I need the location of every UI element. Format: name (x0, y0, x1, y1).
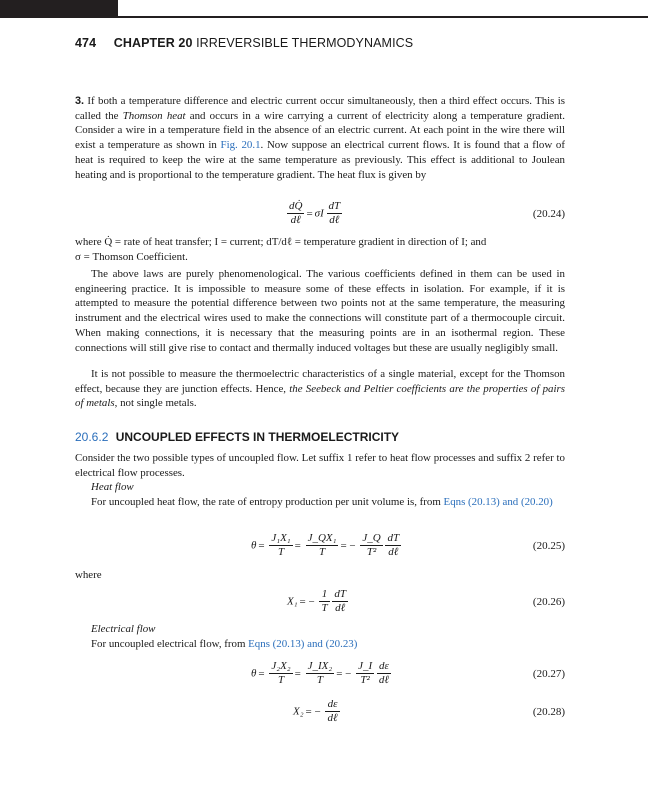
chapter-label: CHAPTER 20 (113, 36, 193, 50)
eqns-link[interactable]: Eqns (20.13) and (20.20) (443, 495, 553, 508)
equation-number: (20.27) (532, 668, 565, 680)
equation-number: (20.25) (532, 540, 565, 552)
consider-paragraph: Consider the two possible types of uncoupled flow. Let suffix 1 refer to heat flow processes and suffix 2 refer to electrical flow processes. (75, 452, 565, 479)
header-rule (0, 16, 648, 18)
section-number: 20.6.2 (75, 430, 109, 444)
equation-20-26: X₁ = − $\frac{1}{T}$ $\frac{dT}{\text{dℓ}}$ (20.26) (287, 588, 565, 614)
running-head (75, 36, 413, 50)
eqns-link[interactable]: Eqns (20.13) and (20.23) (248, 637, 358, 650)
item-3-block (75, 94, 565, 182)
item-3-paragraph: 3. If both a temperature difference and electric current occur simultaneously, then a third effect occurs. This is called the Thomson heat and occurs in a wire carrying a current of electricity along a temperature gradient. Consider a wire in a temperature field in the absence of an electric current. At each point in the wire there will exist a temperature as shown in Fig. 20.1. Now suppose an electrical current flows. It is found that a flow of heat is required to keep the wire at the same temperature as previously. This effect is additional to Joulean heating and is proportional to the temperature gradient. The heat flux is given by (75, 95, 566, 181)
equation-number: (20.26) (532, 596, 565, 608)
where-label: where (75, 569, 102, 581)
electrical-flow-heading: Electrical flow (91, 623, 156, 635)
equation-number: (20.28) (532, 706, 565, 718)
electrical-flow-block: Electrical flow For uncoupled electrical flow, from Eqns (20.13) and (20.23) (75, 622, 565, 651)
section-heading (75, 430, 399, 444)
heat-flow-heading: Heat flow (91, 481, 134, 493)
figure-link[interactable]: Fig. 20.1 (220, 139, 261, 152)
phenomenological-paragraph: The above laws are purely phenomenological. The various coefficients defined in them can be used in engineering practice. It is impossible to measure some of these effects in isolation. For example, if it is attempted to measure the potential difference between two points not at the same temperature, the measuring instrument and the electrical wires used to make the connections will constitute part of a thermocouple circuit. When making connections, it is necessary that the measuring points are in an isothermal region. These connections will still give rise to contact and thermally induced voltages but these are usually negligibly small. (75, 268, 565, 354)
header-bar (0, 0, 118, 16)
equation-number: (20.24) (532, 208, 565, 220)
thomson-heat-term: Thomson heat (122, 109, 186, 122)
equation-20-25: θ = $\frac{\text{J₁X₁}}{T}$ = $\frac{\text{J\_QX₁}}{T}$ = − $\frac{J\_Q}{\text{T²}}$ $\frac{dT}{\text{dℓ}}$ (20.25) (251, 532, 565, 558)
section-title: UNCOUPLED EFFECTS IN THERMOELECTRICITY (115, 430, 400, 444)
heat-flow-block: Heat flow For uncoupled heat flow, the rate of entropy production per unit volume is, from Eqns (20.13) and (20.20) (75, 480, 565, 509)
single-material-paragraph: It is not possible to measure the thermoelectric characteristics of a single material, except for the Thomson effect, because they are junction effects. Hence, the Seebeck and Peltier coefficients are the properties of pairs of metals, not single metals. (75, 368, 565, 410)
equation-20-24: $\frac{dQ̇}{\text{dℓ}}$ = σI $\frac{dT}{\text{dℓ}}$ (20.24) (289, 200, 565, 226)
where-definitions: where Q̇ = rate of heat transfer; I = current; dT/dℓ = temperature gradient in direction of I; and σ = Thomson Coefficient. (75, 236, 487, 263)
chapter-title: IRREVERSIBLE THERMODYNAMICS (196, 36, 414, 50)
equation-20-27: θ = $\frac{\text{J₂X₂}}{T}$ = $\frac{\text{J\_IX₂}}{T}$ = − $\frac{J\_I}{\text{T²}}$ $\frac{d\varepsilon}{\text{dℓ}}$ (20.27) (251, 660, 565, 686)
item-number: 3. (75, 95, 85, 107)
emphasis-text: the Seebeck and Peltier coefficients are the properties of pairs of metals (75, 382, 565, 410)
page-number: 474 (75, 36, 97, 50)
equation-20-28: X₂ = − $\frac{d\varepsilon}{\text{dℓ}}$ (20.28) (293, 698, 565, 724)
